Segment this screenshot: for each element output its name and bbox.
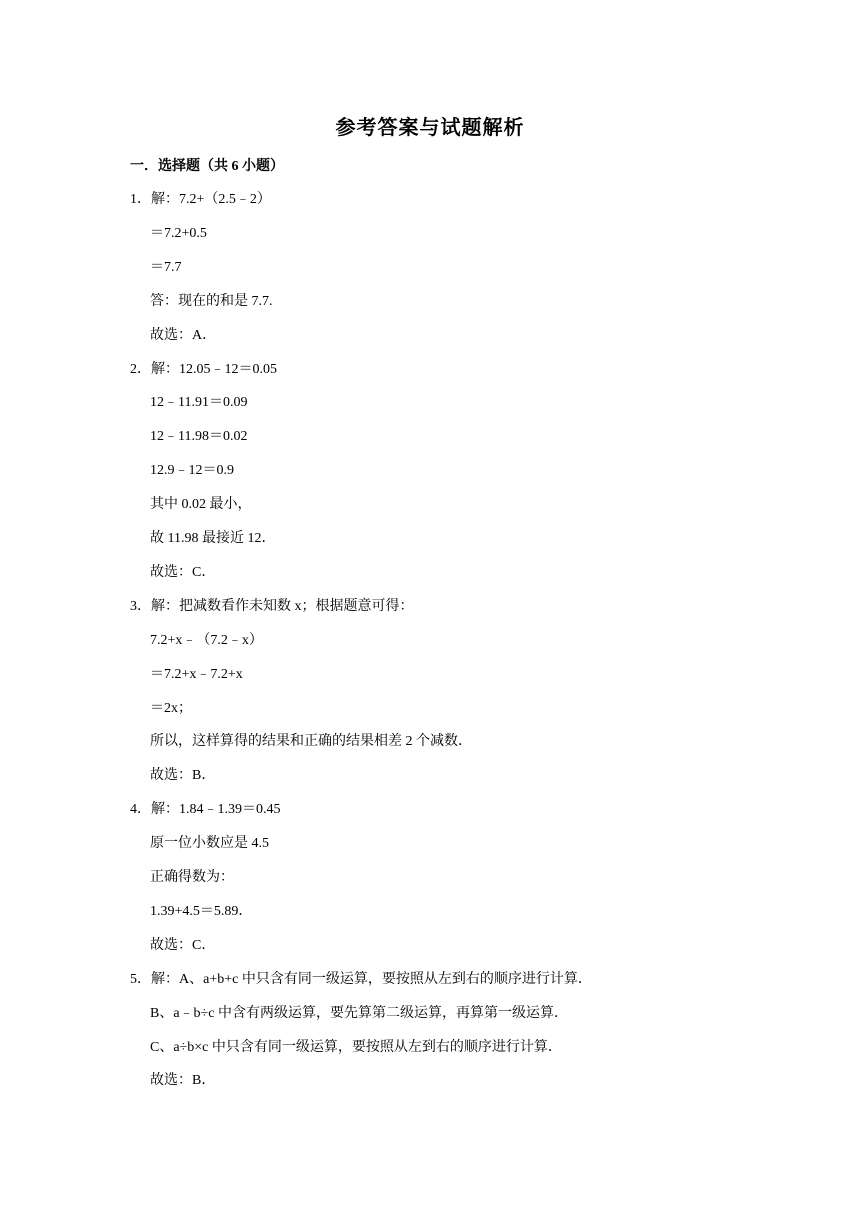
solution-line: 12﹣11.91＝0.09 [150,395,248,410]
solution-line: 5．解：A、a+b+c 中只含有同一级运算，要按照从左到右的顺序进行计算． [130,972,592,987]
solution-line: ＝7.2+x﹣7.2+x [150,667,243,682]
solution-line: 12.9﹣12＝0.9 [150,463,234,478]
solution-line: ＝7.7 [150,260,182,275]
solution-line: 故选：B． [150,768,216,783]
solution-line: 其中 0.02 最小， [150,497,252,512]
page-title: 参考答案与试题解析 [335,117,525,139]
section-heading: 一．选择题（共 6 小题） [130,159,284,174]
solution-line: 答：现在的和是 7.7. [150,294,273,309]
solution-line: 3．解：把减数看作未知数 x；根据题意可得： [130,599,414,614]
solution-line: 原一位小数应是 4.5 [150,836,269,851]
solution-line: 1.39+4.5＝5.89． [150,904,253,919]
solution-line: 故选：A． [150,328,217,343]
solution-line: 12﹣11.98＝0.02 [150,429,248,444]
solution-line: 故选：C． [150,938,216,953]
solution-line: C、a÷b×c 中只含有同一级运算，要按照从左到右的顺序进行计算． [150,1040,562,1055]
solution-line: 7.2+x﹣（7.2﹣x） [150,633,263,648]
solution-line: 所以，这样算得的结果和正确的结果相差 2 个减数． [150,734,472,749]
solution-line: 正确得数为： [150,870,234,885]
solution-line: 2．解：12.05﹣12＝0.05 [130,362,277,377]
solution-line: ＝7.2+0.5 [150,226,207,241]
solution-line: 故选：B． [150,1073,216,1088]
solution-line: 故 11.98 最接近 12． [150,531,276,546]
solution-line: B、a﹣b÷c 中含有两级运算，要先算第二级运算，再算第一级运算． [150,1006,568,1021]
solution-line: 1．解：7.2+（2.5﹣2） [130,192,271,207]
solution-line: 4．解：1.84﹣1.39＝0.45 [130,802,281,817]
solution-line: ＝2x； [150,701,192,716]
solution-line: 故选：C． [150,565,216,580]
